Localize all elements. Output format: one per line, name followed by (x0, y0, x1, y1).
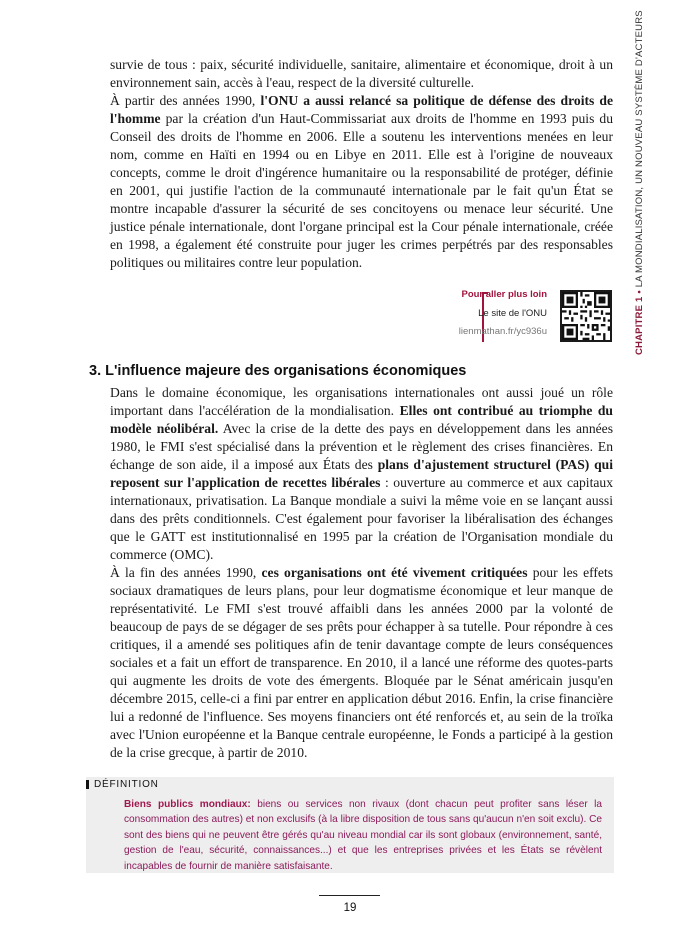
text-run: : ouverture au commerce et aux capitaux internationaux, privatisation. La Banque mondiale a suivi la même voie en se lançant aussi dans des prêts conditionnels. C'est également pour favoriser la libéralisation des échanges que le GATT est institutionnalisé en 1995 par la création de l'Organisation mondiale du commerce (OMC). (110, 475, 613, 562)
text-run: À la fin des années 1990, (110, 565, 262, 580)
section-text-block (110, 384, 613, 762)
bold-emphasis: ces organisations ont été vivement critiquées (261, 565, 528, 580)
definition-box (86, 777, 614, 873)
text-run: pour les effets sociaux dramatiques de leurs plans, pour leur dogmatisme économique et leur manque de représentativité. Le FMI s'est trouvé affaibli dans les années 2000 par la volonté de beaucoup de pays de se dégager de ses prêts pour échapper à sa tutelle. Pour répondre à ces critiques, il a amendé ses politiques afin de tenir davantage compte de leurs conséquences sociales et a fait un effort de transparence. En 2010, il a lancé une réforme des quotes-parts qui augmente les droits de vote des émergents. Bloquée par le Sénat américain jusqu'en décembre 2015, celle-ci a fini par entrer en application début 2016. Enfin, la crise financière lui a redonné de l'influence. Ses moyens financiers ont été renforcés et, au sein de la troïka avec l'Union européenne et la Banque centrale européenne, le Fonds a participé à la gestion de la crise grecque, à partir de 2010. (110, 565, 614, 760)
definition-text (124, 797, 602, 874)
bold-emphasis: plans d'ajustement structurel (PAS) qui reposent sur l'application de recettes libérales (110, 457, 613, 490)
paragraph-onu-human-rights (110, 93, 613, 270)
running-head (634, 10, 645, 355)
resource-link[interactable]: lienmathan.fr/yc936u (458, 326, 547, 337)
qr-code-graphic (562, 292, 610, 340)
paragraph-economic-role (110, 385, 613, 562)
separator-bullet: • (634, 290, 645, 294)
chapter-label: CHAPITRE 1 (634, 296, 645, 355)
page-number: 19 (343, 902, 357, 914)
section-text-block (110, 56, 613, 272)
text-run: À partir des années 1990, (110, 93, 261, 108)
section-heading: 3. L'influence majeure des organisations économiques (89, 363, 467, 379)
definition-marker (86, 780, 89, 789)
text-run: Dans le domaine économique, les organisations internationales ont aussi joué un rôle important dans l'accélération de la mondialisation. (110, 385, 613, 418)
paragraph-critiques (110, 565, 613, 760)
definition-term: Biens publics mondiaux: (124, 799, 251, 810)
paragraph-continued: survie de tous : paix, sécurité individuelle, sanitaire, alimentaire et économique, droit à un environnement sain, accès à l'eau, respect de la diversité culturelle. (110, 57, 613, 90)
text-run: par la création d'un Haut-Commissariat aux droits de l'homme en 1993 puis du Conseil des droits de l'homme en 2006. Elle a soutenu les interventions menées en leur nom, comme en Haïti en 1994 ou en Libye en 2011. Elle est à l'origine de nouveaux concepts, comme le droit d'ingérence humanitaire ou la responsabilité de protéger, définie en 2001, qui justifie l'action de la communauté internationale par le fait qu'un État se montre incapable d'assurer la sécurité de ses concitoyens ou menace leur sécurité. Une justice pénale internationale, dont l'organe principal est la Cour pénale internationale, créée en 1998, a également été construite pour juger les crimes perpétrés par des responsables politiques ou militaires contre leur population. (110, 111, 613, 270)
bold-emphasis: l'ONU a aussi relancé sa politique de défense des droits de l'homme (110, 93, 613, 126)
definition-body: biens ou services non rivaux (dont chacun peut profiter sans léser la consommation des autres) et non exclusifs (à la libre disposition de tous sans qu'aucun n'en soit exclu). Ce sont des biens qui ne peuvent être gérés qu'au niveau mondial car ils sont globaux (environnement, santé, gestion de l'eau, sécurité, connaissances...) et que les entreprises privées et les États se révèlent incapables de fournir de manière satisfaisante. (124, 799, 602, 872)
bold-emphasis: Elles ont contribué au triomphe du modèle néolibéral. (110, 403, 613, 436)
qr-code-icon[interactable] (560, 290, 612, 342)
chapter-title: LA MONDIALISATION, UN NOUVEAU SYSTÈME D'ACTEURS (634, 10, 645, 288)
go-further-label: Pour aller plus loin (461, 289, 547, 300)
resource-title: Le site de l'ONU (478, 308, 547, 319)
text-run: Avec la crise de la dette des pays en développement dans les années 1980, le FMI s'est spécialisé dans la prévention et le règlement des crises financières. En échange de son aide, il a imposé aux États des (110, 421, 614, 472)
definition-title: DÉFINITION (94, 779, 159, 790)
footer-rule (319, 895, 380, 896)
